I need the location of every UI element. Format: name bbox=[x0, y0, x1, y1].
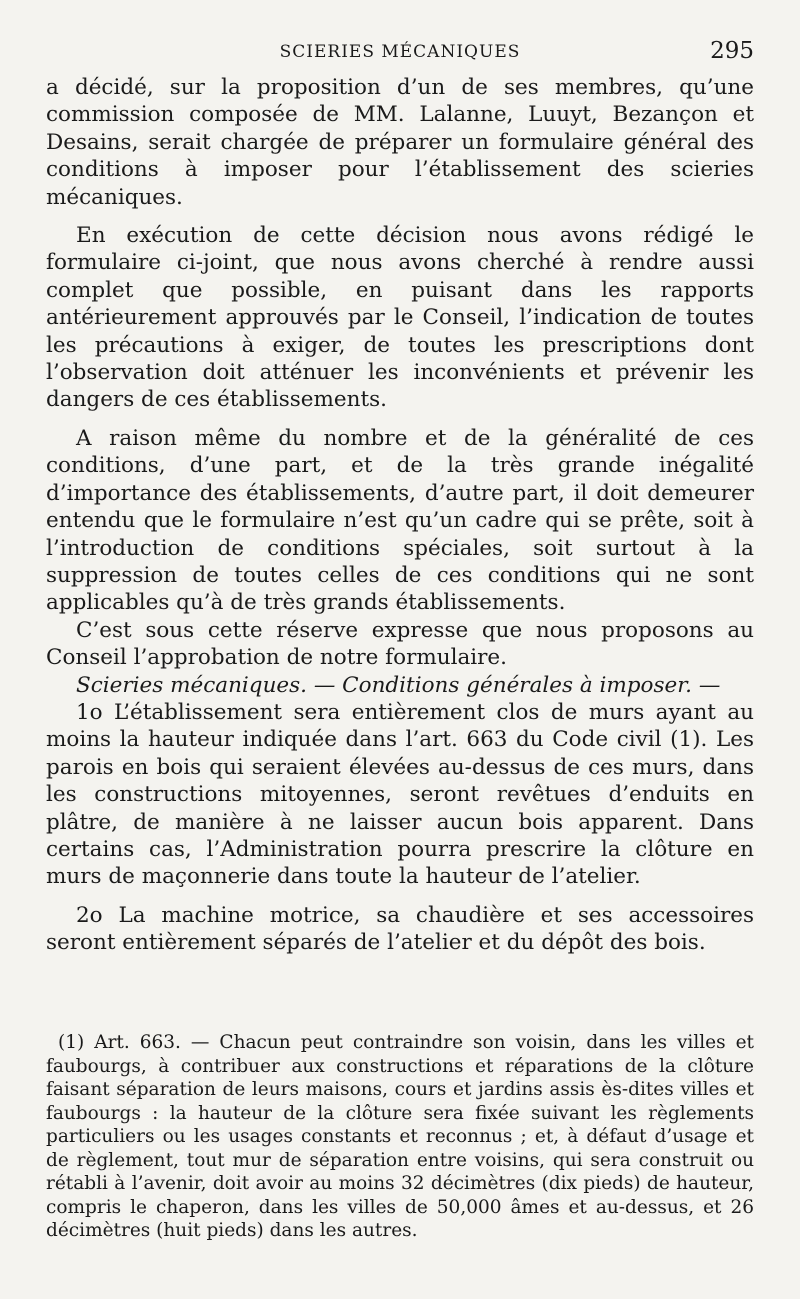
paragraph: C’est sous cette réserve expresse que nous proposons au Conseil l’approbation de notre formulaire. bbox=[46, 617, 754, 671]
condition-item: 2o La machine motrice, sa chaudière et ses accessoires seront entièrement séparés de l’atelier et du dépôt des bois. bbox=[46, 902, 754, 956]
main-text bbox=[46, 74, 754, 957]
condition-item: 1o L’établissement sera entièrement clos de murs ayant au moins la hauteur indiquée dans l’art. 663 du Code civil (1). Les parois en bois qui seraient élevées au-dessus de ces murs, dans les constructions mitoyennes, seront revêtues d’enduits en plâtre, de manière à ne laisser aucun bois apparent. Dans certains cas, l’Administration pourra prescrire la clôture en murs de maçonnerie dans toute la hauteur de l’atelier. bbox=[46, 699, 754, 890]
page-header bbox=[46, 38, 754, 68]
paragraph: A raison même du nombre et de la généralité de ces conditions, d’une part, et de la très grande inégalité d’importance des établissements, d’autre part, il doit demeurer entendu que le formulaire n’est qu’un cadre qui se prête, soit à l’introduction de conditions spéciales, soit surtout à la suppression de toutes celles de ces conditions qui ne sont applicables qu’à de très grands établissements. bbox=[46, 425, 754, 616]
running-head: SCIERIES MÉCANIQUES bbox=[279, 42, 521, 62]
section-subheading: Scieries mécaniques. — Conditions générales à imposer. — bbox=[76, 672, 721, 698]
paragraph: En exécution de cette décision nous avons rédigé le formulaire ci-joint, que nous avons cherché à rendre aussi complet que possible, en puisant dans les rapports antérieurement approuvés par le Conseil, l’indication de toutes les précautions à exiger, de toutes les prescriptions dont l’observation doit atténuer les inconvénients et prévenir les dangers de ces établissements. bbox=[46, 223, 754, 413]
page-number: 295 bbox=[710, 38, 754, 64]
footnote-block bbox=[46, 1031, 754, 1243]
paragraph: a décidé, sur la proposition d’un de ses membres, qu’une commission composée de MM. Lalanne, Luuyt, Bezançon et Desains, serait chargée de préparer un formulaire général des conditions à imposer pour l’établissement des scieries mécaniques. bbox=[46, 75, 754, 210]
footnote: (1) Art. 663. — Chacun peut contraindre son voisin, dans les villes et faubourgs, à contribuer aux constructions et réparations de la clôture faisant séparation de leurs maisons, cours et jardins assis ès-dites villes et faubourgs : la hauteur de la clôture sera fixée suivant les règlements particuliers ou les usages constants et reconnus ; et, à défaut d’usage et de règlement, tout mur de séparation entre voisins, qui sera construit ou rétabli à l’avenir, doit avoir au moins 32 décimètres (dix pieds) de hauteur, compris le chaperon, dans les villes de 50,000 âmes et au-dessus, et 26 décimètres (huit pieds) dans les autres. bbox=[46, 1032, 754, 1241]
